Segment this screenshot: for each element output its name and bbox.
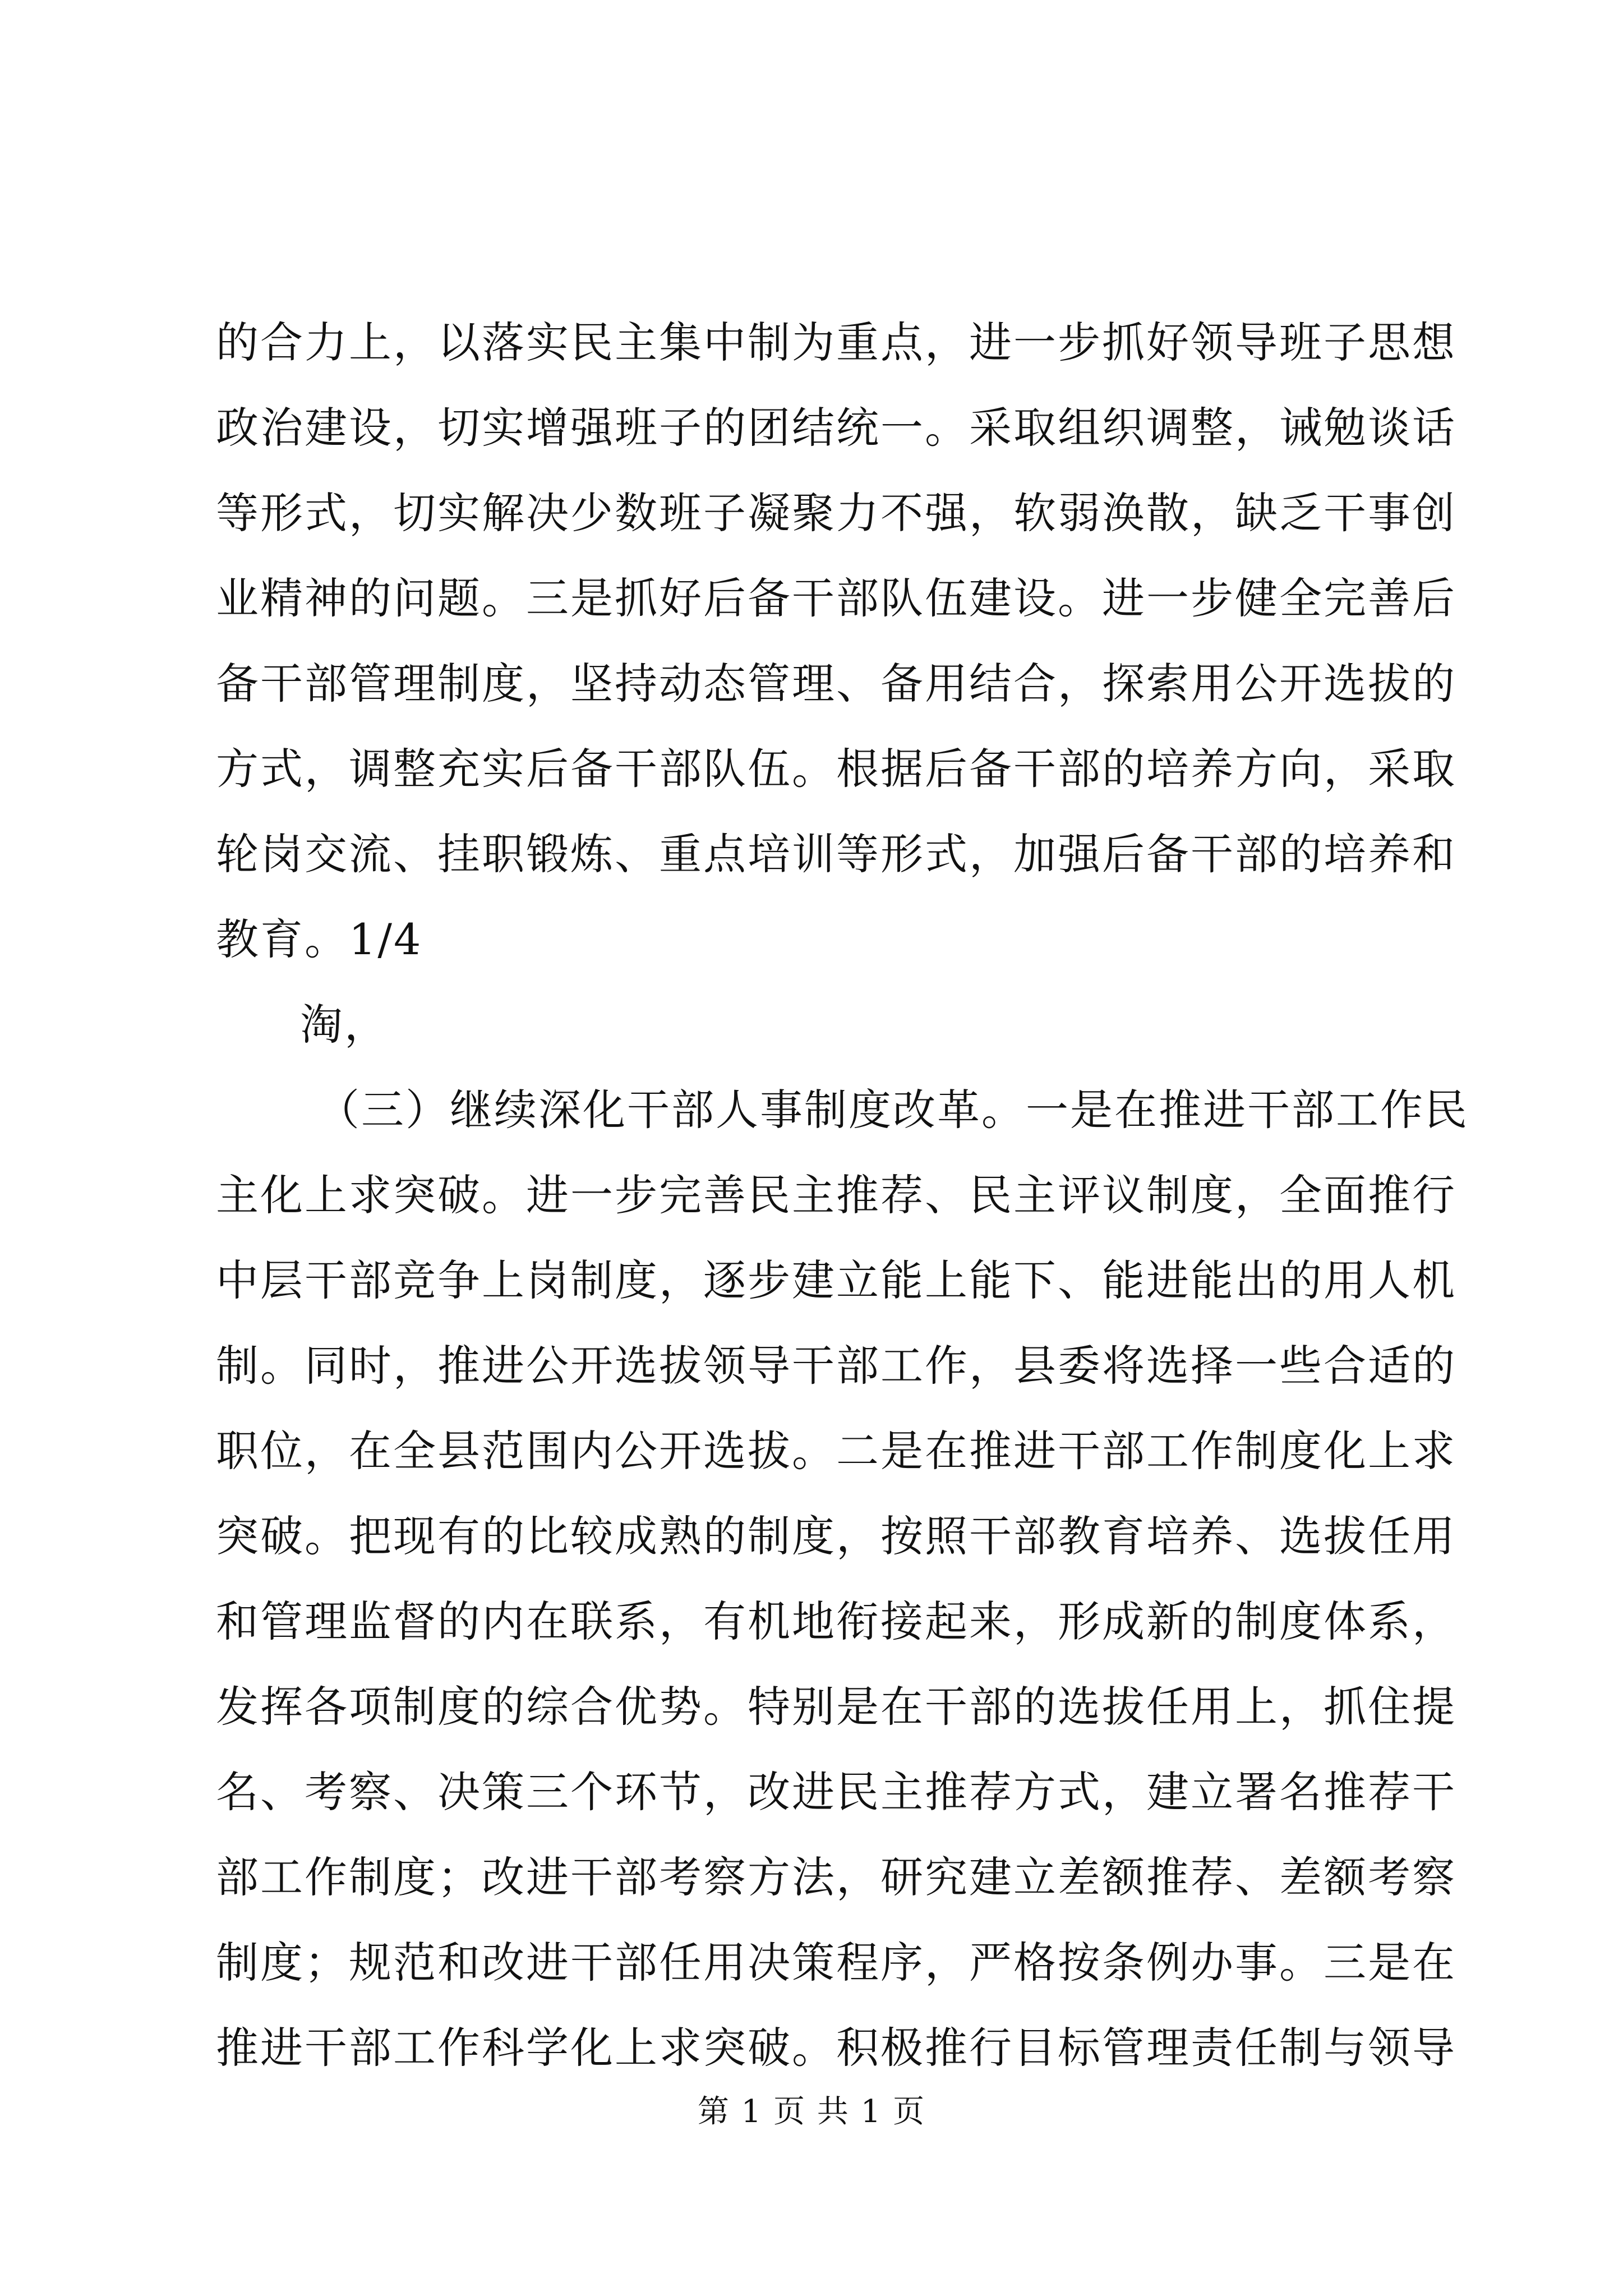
text-line: 政治建设，切实增强班子的团结统一。采取组织调整，诫勉谈话 [216,403,1456,453]
text-line: 名、考察、决策三个环节，改进民主推荐方式，建立署名推荐干 [216,1767,1456,1817]
text-line: 制度；规范和改进干部任用决策程序，严格按条例办事。三是在 [216,1938,1456,1987]
text-line: 的合力上，以落实民主集中制为重点，进一步抓好领导班子思想 [216,318,1456,367]
text-line: 主化上求突破。进一步完善民主推荐、民主评议制度，全面推行 [216,1170,1456,1220]
text-line: 淘， [300,1000,389,1050]
text-line: 制。同时，推进公开选拔领导干部工作，县委将选择一些合适的 [216,1341,1456,1391]
text-line: 发挥各项制度的综合优势。特别是在干部的选拔任用上，抓住提 [216,1682,1456,1732]
text-line: 方式，调整充实后备干部队伍。根据后备干部的培养方向，采取 [216,744,1456,794]
text-line: 轮岗交流、挂职锻炼、重点培训等形式，加强后备干部的培养和 [216,829,1456,879]
text-line: 突破。把现有的比较成熟的制度，按照干部教育培养、选拔任用 [216,1511,1456,1561]
page-number-footer: 第 1 页 共 1 页 [697,2093,926,2130]
text-line: 职位，在全县范围内公开选拔。二是在推进干部工作制度化上求 [216,1426,1456,1476]
text-line: 业精神的问题。三是抓好后备干部队伍建设。进一步健全完善后 [216,573,1456,623]
text-line: 备干部管理制度，坚持动态管理、备用结合，探索用公开选拔的 [216,659,1456,708]
section-heading-line: （三）继续深化干部人事制度改革。一是在推进干部工作民 [317,1085,1469,1135]
text-line: 部工作制度；改进干部考察方法，研究建立差额推荐、差额考察 [216,1852,1456,1902]
text-line: 等形式，切实解决少数班子凝聚力不强，软弱涣散，缺乏干事创 [216,488,1456,538]
body-text [216,300,1469,2091]
text-line: 和管理监督的内在联系，有机地衔接起来，形成新的制度体系， [216,1596,1456,1646]
text-line: 教育。1/4 [216,914,423,964]
text-line: 推进干部工作科学化上求突破。积极推行目标管理责任制与领导 [216,2023,1456,2073]
text-line: 中层干部竞争上岗制度，逐步建立能上能下、能进能出的用人机 [216,1255,1456,1305]
